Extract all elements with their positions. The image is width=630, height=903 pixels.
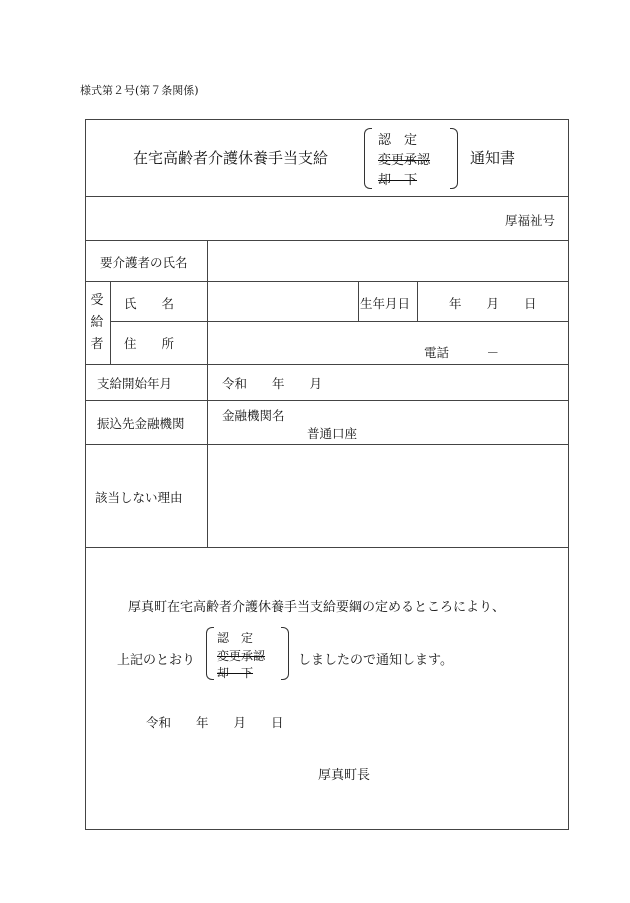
care-recipient-name-label: 要介護者の氏名 xyxy=(100,255,188,270)
divider xyxy=(85,240,569,241)
start-month-label: 支給開始年月 xyxy=(97,376,173,391)
title-option-change: 変更承認 xyxy=(378,153,431,168)
bracket-left xyxy=(206,627,214,680)
divider xyxy=(85,364,569,365)
title-option-approve: 認 定 xyxy=(378,133,418,148)
bank-account-label: 普通口座 xyxy=(307,426,358,441)
divider xyxy=(110,321,569,322)
reference-number: 厚福祉号 xyxy=(505,213,556,228)
body-option-approve: 認 定 xyxy=(217,631,254,645)
form-title-suffix: 通知書 xyxy=(470,149,516,167)
column-divider xyxy=(358,281,359,321)
issuer-name: 厚真町長 xyxy=(318,768,371,783)
address-label: 住 所 xyxy=(124,336,175,351)
form-number-label: 様式第２号(第７条関係) xyxy=(80,84,199,97)
form-title-prefix: 在宅高齢者介護休養手当支給 xyxy=(133,149,329,167)
body-option-reject: 却 下 xyxy=(217,666,254,680)
title-option-reject: 却 下 xyxy=(378,173,418,188)
bracket-right xyxy=(281,627,289,680)
divider xyxy=(85,400,569,401)
bracket-right xyxy=(450,128,458,189)
notice-body-line2-prefix: 上記のとおり xyxy=(117,653,196,668)
divider xyxy=(85,196,569,197)
body-option-change: 変更承認 xyxy=(217,649,266,663)
rejection-reason-label: 該当しない理由 xyxy=(95,490,183,505)
bank-name-label: 金融機関名 xyxy=(222,408,285,423)
divider xyxy=(85,547,569,548)
column-divider xyxy=(207,240,208,547)
start-month-value: 令和 年 月 xyxy=(222,376,323,391)
column-divider xyxy=(417,281,418,321)
divider xyxy=(85,444,569,445)
notice-body-line2-suffix: しましたので通知します。 xyxy=(298,653,453,668)
notice-date: 令和 年 月 日 xyxy=(146,715,284,730)
birthdate-label: 生年月日 xyxy=(360,296,411,311)
recipient-label: 受 給 者 xyxy=(90,293,104,352)
column-divider xyxy=(110,281,111,364)
name-label: 氏 名 xyxy=(124,296,175,311)
divider xyxy=(85,281,569,282)
phone-label: 電話 － xyxy=(424,345,500,360)
bank-label: 振込先金融機関 xyxy=(97,416,185,431)
bracket-left xyxy=(364,128,372,189)
birthdate-value: 年 月 日 xyxy=(449,296,537,311)
notice-body-line1: 厚真町在宅高齢者介護休養手当支給要綱の定めるところにより、 xyxy=(128,600,506,615)
